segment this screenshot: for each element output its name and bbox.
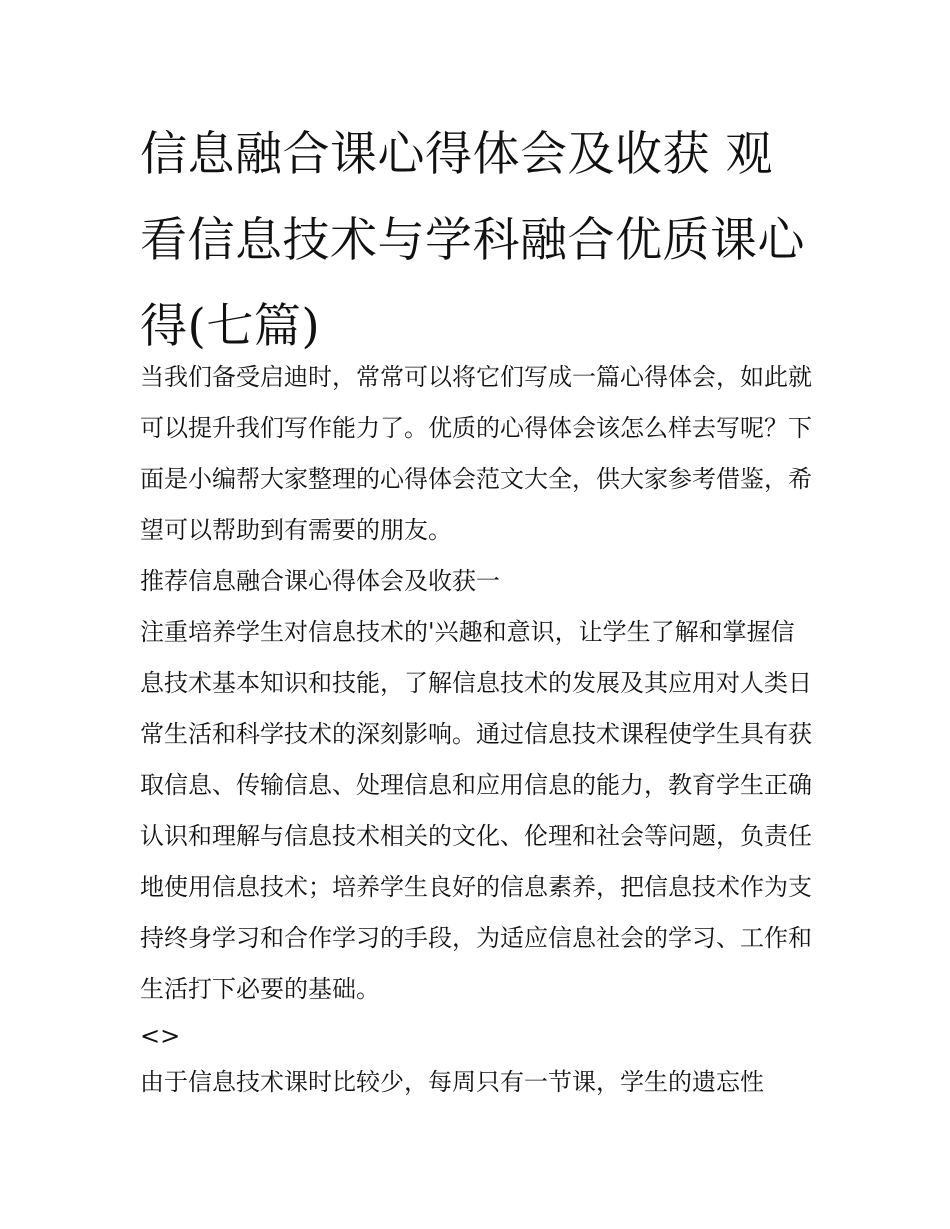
intro-paragraph: 当我们备受启迪时，常常可以将它们写成一篇心得体会，如此就可以提升我们写作能力了。优质的心得体会该怎么样去写呢？下面是小编帮大家整理的心得体会范文大全，供大家参考借鉴，希望可以帮助到有需要的朋友。 xyxy=(140,363,812,544)
body-paragraph: 注重培养学生对信息技术的'兴趣和意识，让学生了解和掌握信息技术基本知识和技能，了解信息技术的发展及其应用对人类日常生活和科学技术的深刻影响。通过信息技术课程使学生具有获取信息、传输信息、处理信息和应用信息的能力，教育学生正确认识和理解与信息技术相关的文化、伦理和社会等问题，负责任地使用信息技术；培养学生良好的信息素养，把信息技术作为支持终身学习和合作学习的手段，为适应信息社会的学习、工作和生活打下必要的基础。 xyxy=(140,618,812,1003)
document-title: 信息融合课心得体会及收获 观看信息技术与学科融合优质课心得(七篇) xyxy=(140,127,805,354)
continuation-paragraph: 由于信息技术课时比较少，每周只有一节课，学生的遗忘性 xyxy=(140,1068,764,1096)
document-body xyxy=(140,352,815,1108)
section-heading: 推荐信息融合课心得体会及收获一 xyxy=(140,567,500,595)
placeholder-marker: <> xyxy=(140,1022,181,1050)
